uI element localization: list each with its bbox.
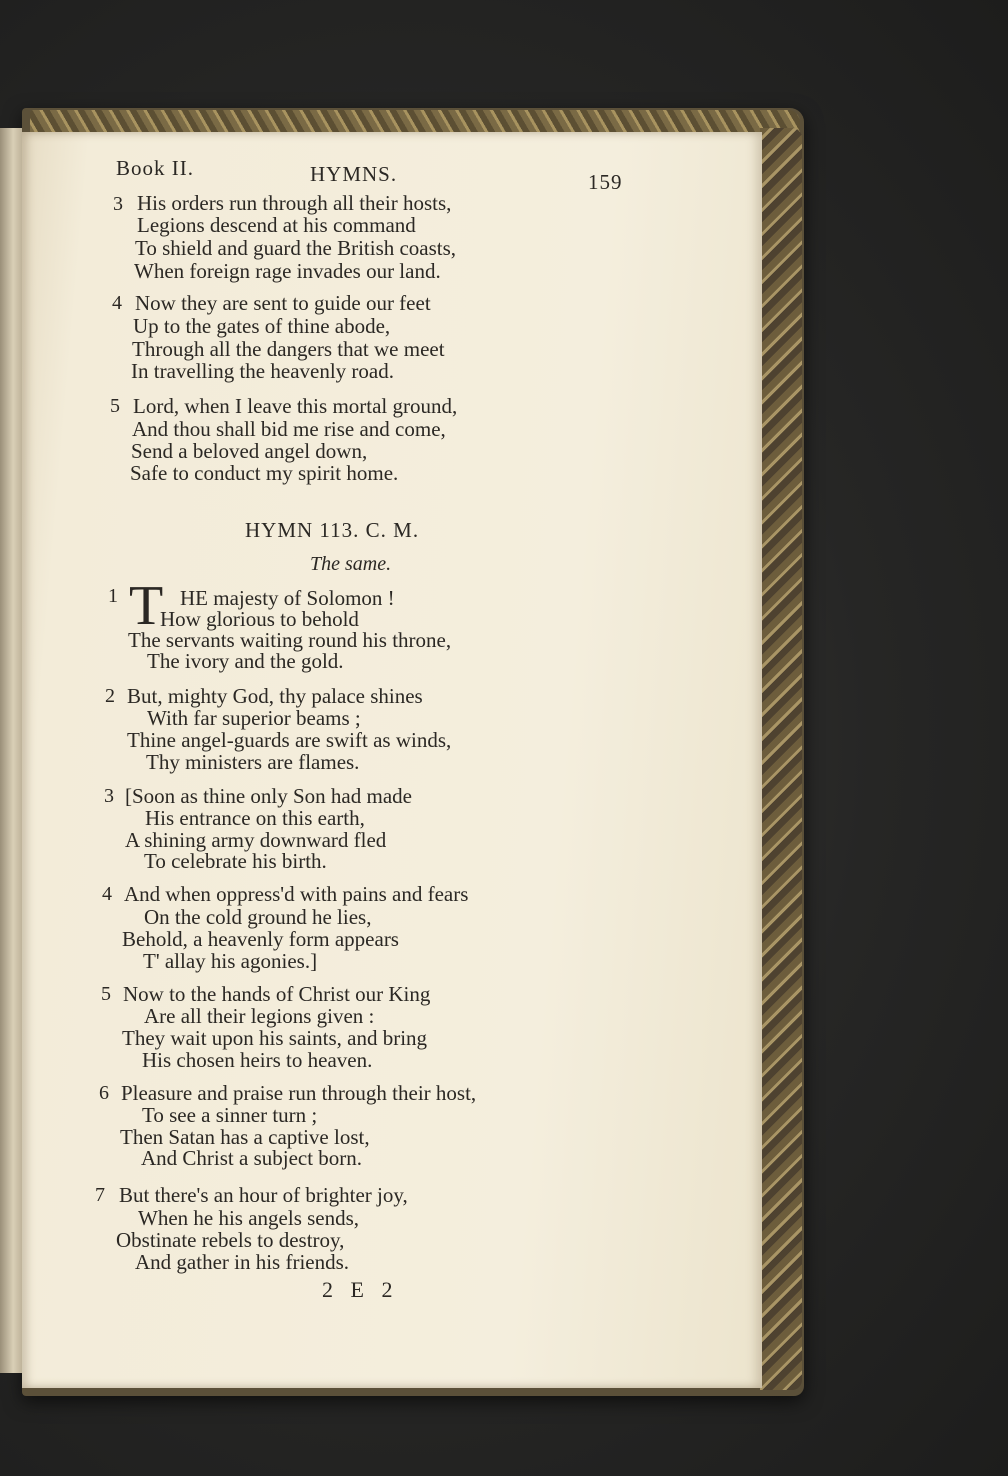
verse-line: Thy ministers are flames. <box>146 750 360 774</box>
verse-line: With far superior beams ; <box>147 706 361 730</box>
verse-line: To celebrate his birth. <box>144 849 327 873</box>
verse-line: [Soon as thine only Son had made <box>125 784 412 808</box>
verse-line: The servants waiting round his throne, <box>128 628 452 652</box>
verse-number: 4 <box>112 292 122 314</box>
verse-number: 4 <box>102 883 112 905</box>
verse-line: Now they are sent to guide our feet <box>135 291 431 315</box>
hymn-subtitle: The same. <box>310 553 392 575</box>
verse-line: Obstinate rebels to destroy, <box>116 1228 345 1252</box>
verse-line: Pleasure and praise run through their host, <box>121 1081 477 1105</box>
verse-number: 5 <box>101 983 111 1005</box>
verse-number: 5 <box>110 395 120 417</box>
verse-line: Lord, when I leave this mortal ground, <box>133 394 458 418</box>
verse-number: 6 <box>99 1082 109 1104</box>
verse-number: 3 <box>113 193 123 215</box>
verse-line: And gather in his friends. <box>135 1250 350 1274</box>
verse-line: Safe to conduct my spirit home. <box>130 461 399 485</box>
facing-page-edge <box>0 128 22 1373</box>
verse-line: In travelling the heavenly road. <box>131 359 394 383</box>
show-through-text <box>582 312 762 1442</box>
verse-line: Send a beloved angel down, <box>131 439 368 463</box>
verse-number: 3 <box>104 785 114 807</box>
verse-line: His chosen heirs to heaven. <box>142 1048 373 1072</box>
hymn-title: HYMN 113. C. M. <box>245 518 420 542</box>
verse-line: The ivory and the gold. <box>147 649 344 673</box>
verse-line: Are all their legions given : <box>144 1004 375 1028</box>
drop-cap: T <box>129 575 164 637</box>
verse-line: His orders run through all their hosts, <box>137 191 452 215</box>
verse-line: Now to the hands of Christ our King <box>123 982 431 1006</box>
verse-line: But there's an hour of brighter joy, <box>119 1183 408 1207</box>
running-header-book: Book II. <box>116 156 194 180</box>
verse-line: HE majesty of Solomon ! <box>180 586 395 610</box>
verse-line: To shield and guard the British coasts, <box>135 236 457 260</box>
running-header-title: HYMNS. <box>310 162 398 186</box>
verse-line: How glorious to behold <box>160 607 359 631</box>
verse-line: To see a sinner turn ; <box>142 1103 318 1127</box>
verse-number: 7 <box>95 1184 105 1206</box>
verse-number: 2 <box>105 685 115 707</box>
gilt-edge-right <box>760 128 802 1390</box>
verse-line: Then Satan has a captive lost, <box>120 1125 370 1149</box>
verse-line: They wait upon his saints, and bring <box>122 1026 428 1050</box>
verse-line: Legions descend at his command <box>137 213 416 237</box>
verse-line: On the cold ground he lies, <box>144 905 372 929</box>
verse-line: When he his angels sends, <box>138 1206 360 1230</box>
verse-line: His entrance on this earth, <box>145 806 365 830</box>
verse-line: Through all the dangers that we meet <box>132 337 445 361</box>
verse-line: A shining army downward fled <box>125 828 387 852</box>
verse-line: Up to the gates of thine abode, <box>133 314 391 338</box>
verse-line: And Christ a subject born. <box>141 1146 363 1170</box>
verse-line: Thine angel-guards are swift as winds, <box>127 728 452 752</box>
page-number: 159 <box>588 170 623 194</box>
verse-line: When foreign rage invades our land. <box>134 259 441 283</box>
verse-line: But, mighty God, thy palace shines <box>127 684 423 708</box>
verse-line: T' allay his agonies.] <box>143 949 318 973</box>
verse-line: And when oppress'd with pains and fears <box>124 882 469 906</box>
verse-line: And thou shall bid me rise and come, <box>132 417 446 441</box>
verse-number: 1 <box>108 585 118 607</box>
verse-line: Behold, a heavenly form appears <box>122 927 399 951</box>
signature-mark: 2 E 2 <box>322 1277 399 1302</box>
